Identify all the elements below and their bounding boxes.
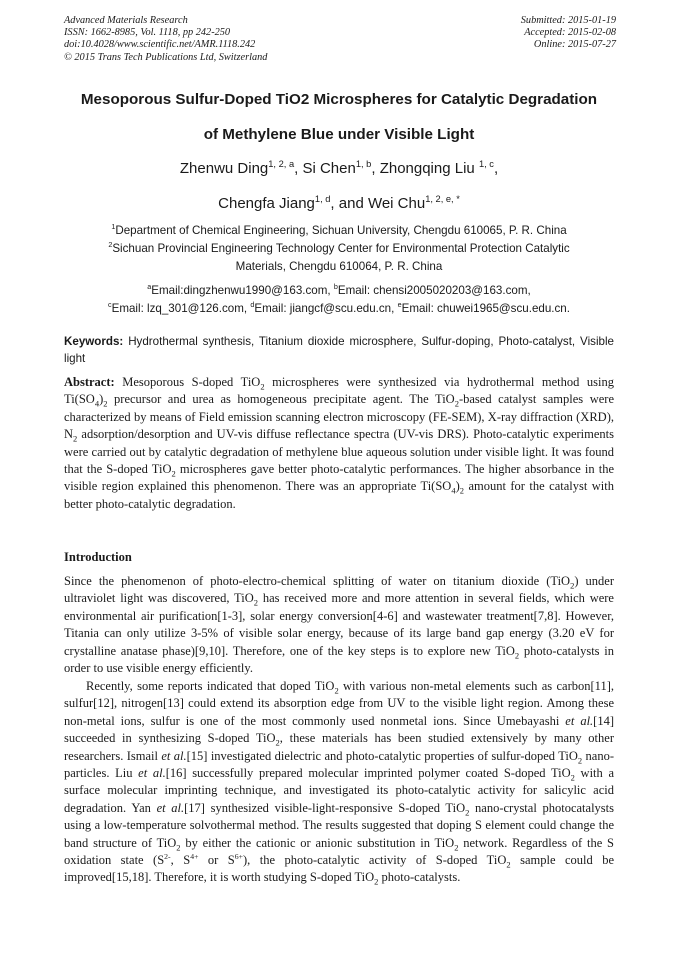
- email-d[interactable]: Email: jiangcf@scu.edu.cn,: [254, 302, 395, 315]
- online-date: Online: 2015-07-27: [533, 39, 616, 51]
- author-affil-sup: 1, b: [355, 159, 372, 169]
- abstract: [64, 374, 614, 513]
- abstract-label: Abstract:: [64, 375, 115, 389]
- author-name: Wei Chu: [367, 195, 426, 212]
- author-affil-sup: 1, 2, a: [268, 159, 295, 169]
- authors-line-2: Chengfa Jiang$^{1, d}$, and Wei Chu$^{1, 2, e, *}$: [218, 194, 460, 212]
- emails-line-1: $^a$Email:dingzhenwu1990@163.com, $^b$Email: chensi2005020203@163.com,: [147, 282, 531, 297]
- paper-title-line-2: of Methylene Blue under Visible Light: [203, 126, 475, 143]
- email-c[interactable]: Email: lzq_301@126.com,: [111, 302, 248, 315]
- author-affil-sup: 1, c: [478, 159, 494, 169]
- email-e[interactable]: Email: chuwei1965@scu.edu.cn.: [401, 302, 570, 315]
- affiliation-1: $^1$Department of Chemical Engineering, Sichuan University, Chengdu 610065, P. R. China: [111, 222, 567, 237]
- affiliation-2: $^2$Sichuan Provincial Engineering Technology Center for Environmental Protection Catalytic: [108, 240, 570, 255]
- introduction-heading: Introduction: [64, 550, 132, 564]
- authors-line-1: Zhenwu Ding$^{1, 2, a}$, Si Chen$^{1, b}$, Zhongqing Liu $^{1, c}$,: [179, 159, 499, 177]
- author-name: Si Chen: [302, 160, 356, 177]
- keywords-text: Hydrothermal synthesis, Titanium dioxide microsphere, Sulfur-doping, Photo-catalyst, Visible light: [64, 335, 614, 365]
- copyright-line: © 2015 Trans Tech Publications Ltd, Switzerland: [64, 51, 268, 63]
- emails-line-2: $^c$Email: lzq_301@126.com, $^d$Email: jiangcf@scu.edu.cn, $^e$Email: chuwei1965@scu.edu.cn.: [108, 300, 570, 315]
- doi-line: doi:10.4028/www.scientific.net/AMR.1118.242: [64, 39, 256, 51]
- accepted-date: Accepted: 2015-02-08: [524, 27, 616, 39]
- author-name: Zhenwu Ding: [179, 160, 269, 177]
- submitted-date: Submitted: 2015-01-19: [520, 15, 616, 26]
- dates-info: [521, 15, 616, 52]
- issn-line: ISSN: 1662-8985, Vol. 1118, pp 242-250: [64, 27, 231, 39]
- journal-info: [64, 15, 267, 64]
- journal-name: Advanced Materials Research: [64, 15, 188, 26]
- author-affil-sup: 1, d: [314, 194, 331, 204]
- abstract-text: Mesoporous S-doped TiO$_2$ microspheres were synthesized via hydrothermal method using $Ti(SO_4)_2$ precursor and urea as homogeneous precipitate agent. The TiO$_2$-based catalyst samples were characterized by means of Field emission scanning electron microscopy (FE-SEM), X-ray diffraction (XRD), $N_2$ adsorption/desorption and UV-vis diffuse reflectance spectra (UV-vis DRS). Photo-catalytic experiments were carried out by catalytic degradation of methylene blue aqueous solution under visible light. It was found that the S-doped TiO$_2$ microspheres gave better photo-catalytic performances. The higher absorbance in the visible region explained this phenomenon. There was an appropriate $Ti(SO_4)_2$ amount for the catalyst with better photo-catalytic degradation.: [64, 375, 615, 511]
- keywords-label: Keywords:: [64, 335, 124, 348]
- affiliation-2-cont: Materials, Chengdu 610064, P. R. China: [235, 260, 443, 273]
- author-name: Zhongqing Liu: [379, 160, 475, 177]
- intro-paragraph-1: Since the phenomenon of photo-electro-chemical splitting of water on titanium dioxide (TiO$_2$) under ultraviolet light was discovered, TiO$_2$ has received more and more attention in several fields, which were environmental air purification[1-3], solar energy conversion[4-6] and wastewater treatment[7,8]. However, Titania can only utilize 3-5% of visible solar energy, because of its large band gap energy (3.20 eV for crystalline anatase phase)[9,10]. Therefore, one of the key steps is to explore new TiO$_2$ photo-catalysts in order to use visible energy efficiently.: [64, 574, 614, 676]
- keywords: [64, 333, 614, 367]
- author-affil-sup: 1, 2, e, *: [425, 194, 460, 204]
- email-a[interactable]: Email:dingzhenwu1990@163.com,: [151, 284, 331, 297]
- email-b[interactable]: Email: chensi2005020203@163.com,: [337, 284, 531, 297]
- author-name: Chengfa Jiang: [218, 195, 315, 212]
- intro-paragraph-2: Recently, some reports indicated that doped TiO$_2$ with various non-metal elements such as carbon[11], sulfur[12], nitrogen[13] could extend its absorption edge from UV to the visible light region. Among these non-metal ions, sulfur is one of the most commonly used nonmetal ions. Since Umebayashi et al.[14] succeeded in synthesizing S-doped TiO$_2$, these materials has been studied extensively by many other researchers. Ismail et al.[15] investigated dielectric and photo-catalytic properties of sulfur-doped TiO$_2$ nano-particles. Liu et al.[16] successfully prepared molecular imprinted polymer coated S-doped TiO$_2$ with a surface molecular imprinting technique, and investigated its photo-catalytic activity for salicylic acid degradation. Yan et al.[17] synthesized visible-light-responsive S-doped TiO$_2$ nano-crystal photocatalysts using a low-temperature solvothermal method. The results suggested that doping S element could change the band structure of TiO$_2$ by either the cationic or anionic substitution in TiO$_2$ network. Regardless of the S oxidation state ($S^{2-}$, $S^{4+}$ or $S^{6+}$), the photo-catalytic activity of S-doped TiO$_2$ sample could be improved[15,18]. Therefore, it is worth studying S-doped TiO$_2$ photo-catalysts.: [64, 679, 615, 887]
- paper-title-line-1: Mesoporous Sulfur-Doped TiO2 Microspheres for Catalytic Degradation: [80, 91, 598, 108]
